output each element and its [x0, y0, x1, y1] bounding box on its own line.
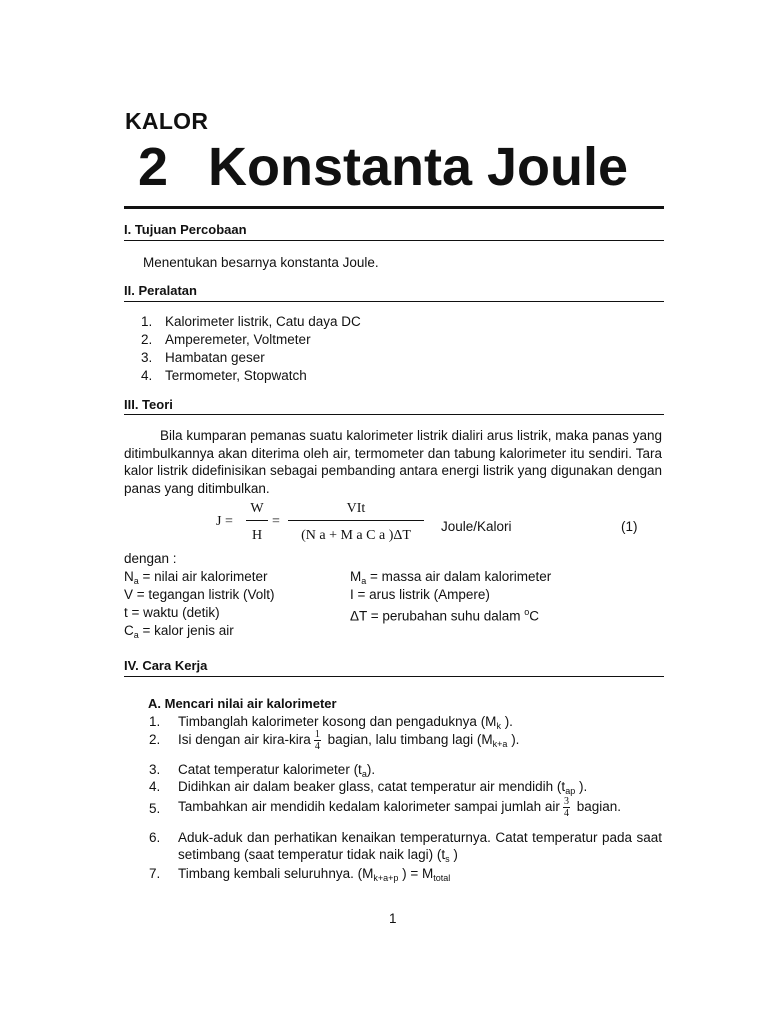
tujuan-text: Menentukan besarnya konstanta Joule.: [143, 255, 379, 270]
step-text: Aduk-aduk dan perhatikan kenaikan temperaturnya. Catat temperatur pada saat setimbang (saat temperatur tidak naik lagi) ($t_s$ ): [178, 830, 662, 864]
formula-lhs: J =: [216, 514, 233, 529]
page-number: 1: [389, 911, 397, 926]
section-rule: [124, 301, 664, 302]
fraction-bar: [288, 520, 424, 521]
title-rule: [124, 206, 664, 209]
list-item: 3. Hambatan geser: [141, 350, 265, 365]
def-ca: $C_a$ = kalor jenis air: [124, 623, 234, 640]
step-number: 4.: [149, 779, 161, 794]
def-na: $N_a$ = nilai air kalorimeter: [124, 569, 268, 586]
formula-unit: Joule/Kalori: [441, 519, 512, 534]
fraction: $\frac{1}{4}$: [314, 729, 320, 752]
step-text: Timbang kembali seluruhnya. ($M_{k+a+p}$ ) = $M_{total}$: [178, 866, 451, 883]
def-ma: $M_a$ = massa air dalam kalorimeter: [350, 569, 552, 586]
step-text: Timbanglah kalorimeter kosong dan pengaduknya ($M_k$ ).: [178, 714, 513, 731]
step-text: Isi dengan air kira-kira $\frac{1}{4}$ bagian, lalu timbang lagi ($M_{k+a}$ ).: [178, 729, 520, 752]
chapter-label: KALOR: [125, 108, 209, 134]
section-rule: [124, 676, 664, 677]
formula-den2: (N a + M a C a )ΔT: [301, 528, 411, 543]
step-number: 6.: [149, 830, 161, 845]
def-dt: ΔT = perubahan suhu dalam $^o$C: [350, 607, 540, 624]
step-number: 2.: [149, 732, 161, 747]
step-number: 1.: [149, 714, 161, 729]
fraction: $\frac{3}{4}$: [563, 796, 569, 819]
dengan-label: dengan :: [124, 551, 177, 566]
teori-paragraph: Bila kumparan pemanas suatu kalorimeter listrik dialiri arus listrik, maka panas yang ditimbulkannya akan diterima oleh air, termometer dan tabung kalorimeter itu sendiri. Tara kalor listrik didefinisikan sebagai pembanding antara energi listrik yang digunakan dengan panas yang ditimbulkan.: [124, 428, 662, 496]
equation-number: (1): [621, 519, 638, 534]
page-title: [138, 137, 629, 197]
subsection-heading: A. Mencari nilai air kalorimeter: [148, 696, 337, 711]
fraction-bar: [246, 520, 268, 521]
section-heading-cara-kerja: IV. Cara Kerja: [124, 658, 208, 673]
formula-eq: =: [272, 514, 280, 529]
formula-den1: H: [251, 528, 263, 543]
step-number: 3.: [149, 762, 161, 777]
step-text: Catat temperatur kalorimeter $(t_a)$.: [178, 762, 376, 779]
section-rule: [124, 414, 664, 415]
def-v: V = tegangan listrik (Volt): [124, 587, 275, 602]
peralatan-list: [141, 313, 541, 385]
title-text: Konstanta Joule: [208, 137, 629, 197]
section-heading-tujuan: I. Tujuan Percobaan: [124, 222, 247, 237]
def-t: t = waktu (detik): [124, 605, 220, 620]
list-item: 4. Termometer, Stopwatch: [141, 368, 307, 383]
step-text: Didihkan air dalam beaker glass, catat temperatur air mendidih ($t_{ap}$ ).: [178, 779, 588, 796]
def-i: I = arus listrik (Ampere): [350, 587, 490, 602]
step-number: 5.: [149, 801, 161, 816]
section-heading-peralatan: II. Peralatan: [124, 283, 197, 298]
title-number: 2: [138, 137, 169, 197]
step-text: Tambahkan air mendidih kedalam kalorimeter sampai jumlah air $\frac{3}{4}$ bagian.: [178, 796, 621, 819]
section-rule: [124, 240, 664, 241]
step-number: 7.: [149, 866, 161, 881]
section-heading-teori: III. Teori: [124, 397, 173, 412]
list-item: 2. Amperemeter, Voltmeter: [141, 332, 311, 347]
formula-num1: W: [250, 501, 264, 516]
list-item: 1. Kalorimeter listrik, Catu daya DC: [141, 314, 361, 329]
formula-num2: VIt: [346, 501, 366, 516]
